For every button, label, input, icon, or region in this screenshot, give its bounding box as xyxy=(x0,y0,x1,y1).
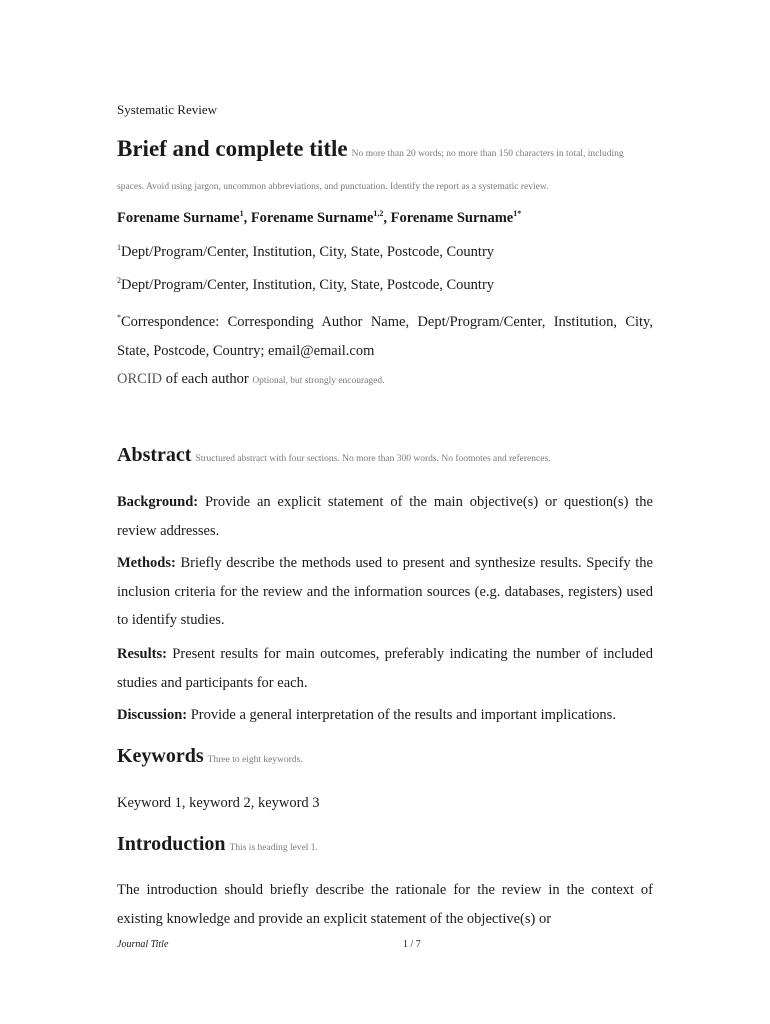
author-name: Forename Surname xyxy=(117,210,240,226)
article-title: Brief and complete title xyxy=(117,136,348,161)
affiliation-1 xyxy=(117,244,494,261)
affiliation-text: Dept/Program/Center, Institution, City, State, Postcode, Country xyxy=(121,277,495,293)
introduction-heading-row xyxy=(117,833,318,856)
abstract-discussion xyxy=(117,701,653,730)
affiliation-text: Dept/Program/Center, Institution, City, State, Postcode, Country xyxy=(121,244,495,260)
introduction-text: The introduction should briefly describe the rationale for the review in the context of existing knowledge and provide an explicit statement of the objective(s) or xyxy=(117,882,653,927)
footer-page-number: 1 / 7 xyxy=(403,939,421,950)
affiliation-2 xyxy=(117,277,494,294)
abstract-heading-row xyxy=(117,444,551,467)
abstract-note: Structured abstract with four sections. No more than 300 words. No footnotes and references. xyxy=(195,454,551,464)
correspondence-mark: * xyxy=(117,313,121,323)
methods-text: Briefly describe the methods used to present and synthesize results. Specify the inclusion criteria for the review and the information sources (e.g. databases, registers) used to identify studies. xyxy=(117,555,653,628)
abstract-results xyxy=(117,640,653,697)
abstract-heading: Abstract xyxy=(117,444,192,466)
keywords-text: Keyword 1, keyword 2, keyword 3 xyxy=(117,795,320,811)
title-row xyxy=(117,136,677,162)
author-separator: , xyxy=(243,210,251,226)
results-text: Present results for main outcomes, preferably indicating the number of included studies and participants for each. xyxy=(117,646,653,691)
author-affiliation-mark: 1* xyxy=(513,209,522,219)
affiliation-mark: 1 xyxy=(117,243,121,253)
results-label: Results: xyxy=(117,646,167,662)
title-note-continued: spaces. Avoid using jargon, uncommon abbreviations, and punctuation. Identify the report as a systematic review. xyxy=(117,182,549,192)
orcid-note: Optional, but strongly encouraged. xyxy=(252,376,385,386)
abstract-background xyxy=(117,488,653,545)
author-affiliation-mark: 1,2 xyxy=(373,209,384,219)
author-list xyxy=(117,210,521,227)
affiliation-mark: 2 xyxy=(117,276,121,286)
discussion-label: Discussion: xyxy=(117,707,188,723)
background-text: Provide an explicit statement of the main objective(s) or question(s) the review addresses. xyxy=(117,494,653,539)
keywords-heading: Keywords xyxy=(117,745,204,767)
author-separator: , xyxy=(383,210,391,226)
correspondence-text: Correspondence: Corresponding Author Name, Dept/Program/Center, Institution, City, State, Postcode, Country; email@email.com xyxy=(117,314,653,359)
orcid-link[interactable]: ORCID xyxy=(117,371,163,387)
background-label: Background: xyxy=(117,494,199,510)
orcid-text: of each author xyxy=(162,371,253,387)
article-type-label: Systematic Review xyxy=(117,102,218,117)
discussion-text: Provide a general interpretation of the results and important implications. xyxy=(187,707,616,723)
methods-label: Methods: xyxy=(117,555,176,571)
author-affiliation-mark: 1 xyxy=(239,209,244,219)
footer-journal-title: Journal Title xyxy=(117,939,169,950)
author-name: Forename Surname xyxy=(390,210,514,226)
keywords-heading-row xyxy=(117,745,303,768)
introduction-heading: Introduction xyxy=(117,833,226,855)
introduction-note: This is heading level 1. xyxy=(229,843,318,853)
keywords-note: Three to eight keywords. xyxy=(207,755,303,765)
title-note: No more than 20 words; no more than 150 characters in total, including xyxy=(351,149,624,159)
abstract-methods xyxy=(117,549,653,635)
author-name: Forename Surname xyxy=(250,210,374,226)
orcid-row xyxy=(117,371,385,388)
correspondence xyxy=(117,308,653,366)
